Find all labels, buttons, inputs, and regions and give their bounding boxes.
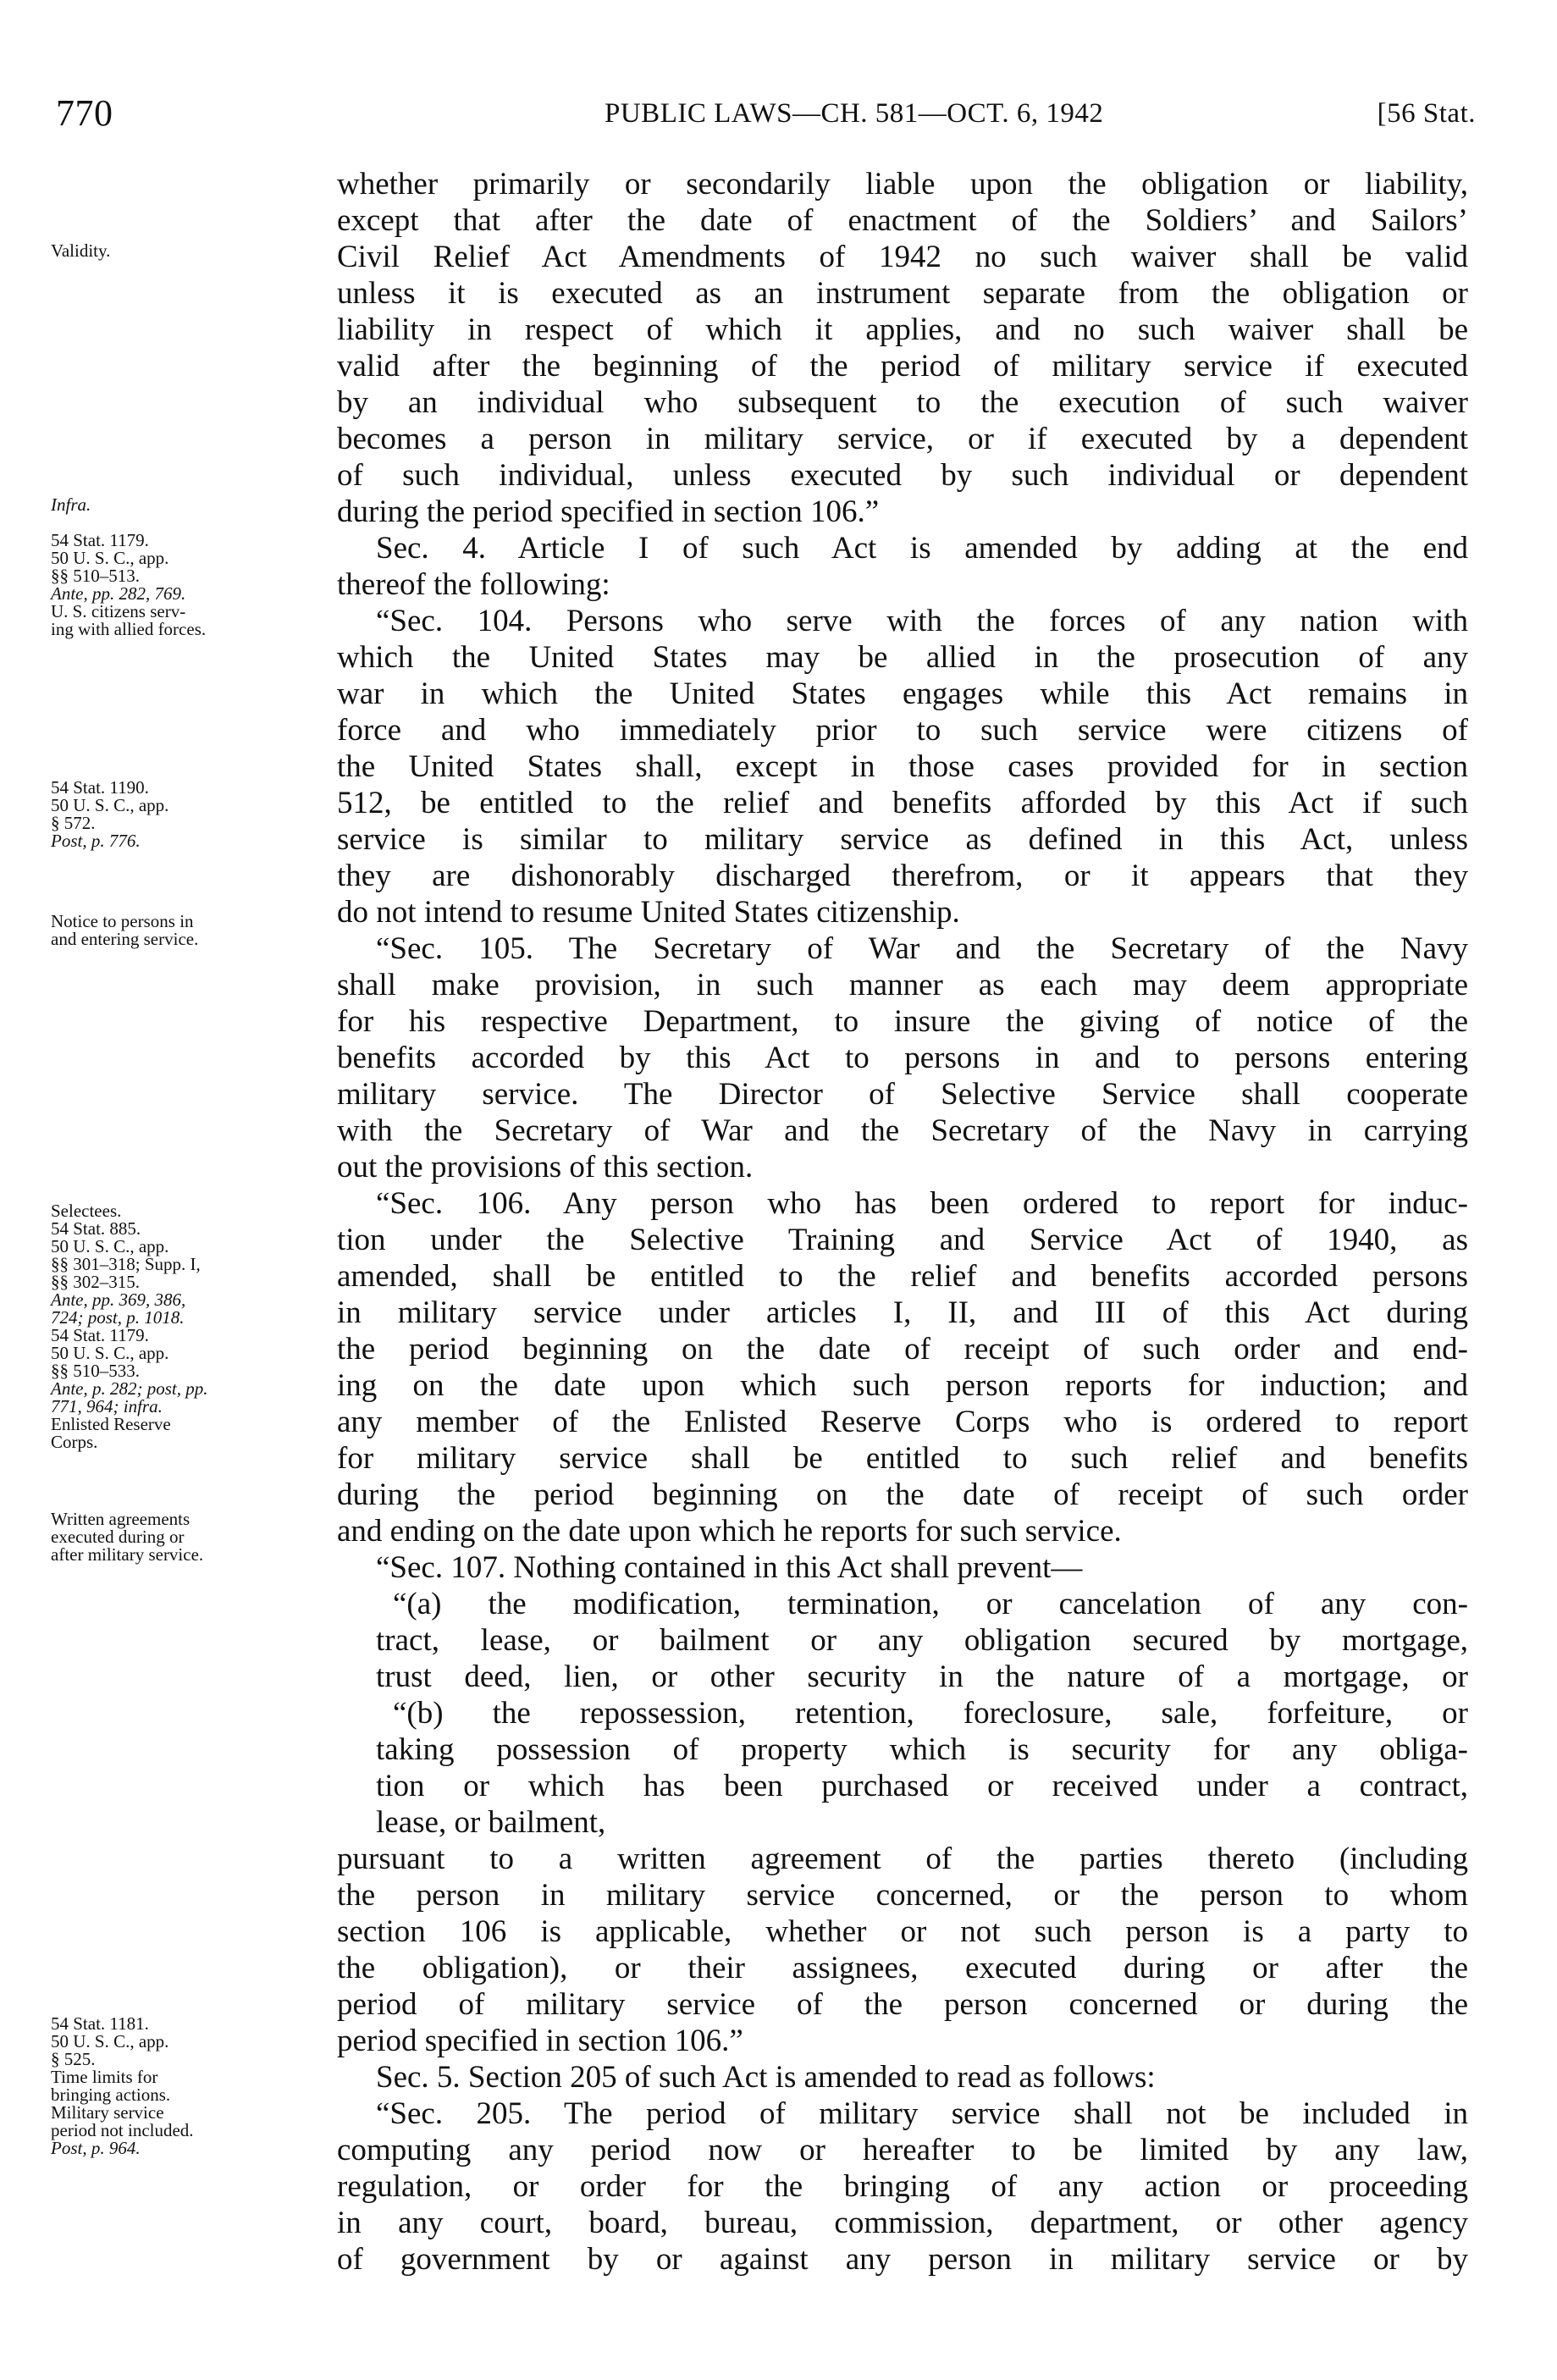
margin-note-line: Selectees. (51, 1201, 122, 1221)
body-line: tract, lease, or bailment or any obligation secured by mortgage, (376, 1623, 1468, 1658)
margin-note-line: 724; post, p. 1018. (51, 1307, 185, 1328)
body-line: they are dishonorably discharged therefrom, or it appears that they (337, 859, 1468, 893)
margin-note-line: Validity. (51, 240, 111, 261)
body-line: of such individual, unless executed by such individual or dependent (337, 458, 1468, 493)
volume-reference: [56 Stat. (1377, 98, 1476, 129)
body-line: except that after the date of enactment of the Soldiers’ and Sailors’ (337, 203, 1468, 238)
margin-note-line: after military service. (51, 1544, 204, 1565)
margin-note-line: Corps. (51, 1432, 98, 1452)
body-line: by an individual who subsequent to the execution of such waiver (337, 385, 1468, 420)
body-line: in military service under articles I, II, and III of this Act during (337, 1295, 1468, 1330)
body-line: whether primarily or secondarily liable upon the obligation or liability, (337, 167, 1468, 202)
body-line: which the United States may be allied in the prosecution of any (337, 640, 1468, 675)
margin-note-line: Ante, p. 282; post, pp. (51, 1378, 208, 1399)
margin-note-line: 54 Stat. 885. (51, 1218, 141, 1239)
body-line: becomes a person in military service, or if executed by a dependent (337, 422, 1468, 456)
body-line: do not intend to resume United States citizenship. (337, 895, 960, 930)
section-line: “Sec. 106. Any person who has been ordered to report for induc- (376, 1186, 1468, 1221)
margin-note-line: 54 Stat. 1179. (51, 530, 149, 550)
margin-note-notice (51, 913, 322, 948)
margin-note-line: § 572. (51, 813, 96, 833)
margin-note-written-agreements (51, 1510, 322, 1564)
margin-note-time-limits (51, 2015, 322, 2157)
margin-note-line: 771, 964; infra. (51, 1396, 163, 1416)
body-line: force and who immediately prior to such service were citizens of (337, 713, 1468, 748)
section-line: Sec. 5. Section 205 of such Act is amended to read as follows: (376, 2060, 1156, 2095)
margin-note-line: 54 Stat. 1190. (51, 777, 149, 798)
body-line: during the period specified in section 106.” (337, 494, 880, 529)
body-line: liability in respect of which it applies, and no such waiver shall be (337, 312, 1468, 347)
margin-note-line: §§ 510–533. (51, 1361, 140, 1381)
body-line: amended, shall be entitled to the relief and benefits accorded persons (337, 1259, 1468, 1294)
margin-note-line: Ante, pp. 282, 769. (51, 583, 186, 604)
body-line: unless it is executed as an instrument separate from the obligation or (337, 276, 1468, 311)
margin-note-line: period not included. (51, 2120, 194, 2140)
body-line: service is similar to military service as defined in this Act, unless (337, 822, 1468, 857)
clause-line: “(b) the repossession, retention, foreclosure, sale, forfeiture, or (393, 1696, 1468, 1731)
body-line: taking possession of property which is security for any obliga- (376, 1732, 1468, 1767)
margin-note-line: Enlisted Reserve (51, 1414, 171, 1434)
body-line: pursuant to a written agreement of the parties thereto (including (337, 1842, 1468, 1876)
body-line: of government by or against any person in military service or by (337, 2242, 1468, 2277)
body-line: lease, or bailment, (376, 1805, 606, 1840)
body-line: the person in military service concerned, or the person to whom (337, 1878, 1468, 1913)
body-line: war in which the United States engages while this Act remains in (337, 676, 1468, 711)
margin-note-line: 50 U. S. C., app. (51, 1236, 169, 1256)
margin-note-line: executed during or (51, 1527, 185, 1547)
body-line: 512, be entitled to the relief and benefits afforded by this Act if such (337, 786, 1468, 820)
margin-note-line: Military service (51, 2102, 164, 2123)
margin-note-line: Time limits for (51, 2067, 158, 2087)
body-line: out the provisions of this section. (337, 1150, 754, 1184)
margin-note-line: and entering service. (51, 929, 199, 949)
section-line: Sec. 4. Article I of such Act is amended by adding at the end (376, 531, 1468, 566)
body-line: during the period beginning on the date of receipt of such order (337, 1477, 1468, 1512)
body-line: the period beginning on the date of receipt of such order and end- (337, 1332, 1468, 1367)
body-line: Civil Relief Act Amendments of 1942 no such waiver shall be valid (337, 240, 1468, 274)
body-line: section 106 is applicable, whether or not such person is a party to (337, 1914, 1468, 1949)
body-line: any member of the Enlisted Reserve Corps who is ordered to report (337, 1405, 1468, 1439)
body-line: valid after the beginning of the period of military service if executed (337, 349, 1468, 384)
body-line: the United States shall, except in those cases provided for in section (337, 749, 1468, 784)
page-number: 770 (56, 92, 113, 134)
body-line: and ending on the date upon which he reports for such service. (337, 1514, 1122, 1549)
body-line: trust deed, lien, or other security in the nature of a mortgage, or (376, 1659, 1468, 1694)
margin-note-citizens-allied (51, 532, 322, 638)
margin-note-line: bringing actions. (51, 2085, 171, 2105)
margin-note-line: Post, p. 964. (51, 2138, 141, 2158)
margin-note-line: §§ 301–318; Supp. I, (51, 1254, 201, 1274)
section-line: “Sec. 107. Nothing contained in this Act shall prevent— (376, 1550, 1083, 1585)
margin-note-line: §§ 510–513. (51, 566, 140, 586)
margin-note-line: Ante, pp. 369, 386, (51, 1289, 186, 1310)
section-line: “Sec. 105. The Secretary of War and the Secretary of the Navy (376, 931, 1468, 966)
body-line: tion or which has been purchased or received under a contract, (376, 1769, 1468, 1803)
margin-note-line: §§ 302–315. (51, 1272, 140, 1292)
margin-note-line: Notice to persons in (51, 911, 194, 931)
margin-note-line: 50 U. S. C., app. (51, 1343, 169, 1363)
margin-note-validity (51, 242, 322, 260)
margin-note-line: 50 U. S. C., app. (51, 795, 169, 815)
body-line: benefits accorded by this Act to persons in and to persons entering (337, 1041, 1468, 1075)
margin-note-line: Written agreements (51, 1509, 190, 1529)
body-line: in any court, board, bureau, commission, department, or other agency (337, 2206, 1468, 2240)
body-line: military service. The Director of Selective Service shall cooperate (337, 1077, 1468, 1112)
running-head: PUBLIC LAWS—CH. 581—OCT. 6, 1942 (605, 98, 1104, 129)
margin-note-line: 50 U. S. C., app. (51, 548, 169, 568)
statute-body (337, 166, 1468, 2278)
margin-note-line: ing with allied forces. (51, 619, 207, 639)
body-line: shall make provision, in such manner as each may deem appropriate (337, 968, 1468, 1002)
margin-note-infra (51, 496, 322, 514)
margin-note-selectees (51, 1202, 322, 1451)
body-line: regulation, or order for the bringing of any action or proceeding (337, 2169, 1468, 2204)
body-line: thereof the following: (337, 567, 610, 602)
section-line: “Sec. 205. The period of military service shall not be included in (376, 2096, 1468, 2131)
section-line: “Sec. 104. Persons who serve with the forces of any nation with (376, 604, 1468, 638)
body-line: period of military service of the person concerned or during the (337, 1987, 1468, 2022)
margin-note-line: Post, p. 776. (51, 831, 141, 851)
margin-note-stat-1190 (51, 779, 322, 850)
margin-note-line: 50 U. S. C., app. (51, 2031, 169, 2051)
margin-note-line: Infra. (51, 494, 91, 515)
body-line: tion under the Selective Training and Service Act of 1940, as (337, 1223, 1468, 1257)
body-line: period specified in section 106.” (337, 2024, 743, 2058)
body-line: for military service shall be entitled to such relief and benefits (337, 1441, 1468, 1476)
body-line: computing any period now or hereafter to be limited by any law, (337, 2133, 1468, 2167)
margin-note-line: 54 Stat. 1179. (51, 1325, 149, 1345)
margin-note-line: § 525. (51, 2049, 96, 2069)
body-line: with the Secretary of War and the Secretary of the Navy in carrying (337, 1113, 1468, 1148)
margin-note-line: 54 Stat. 1181. (51, 2013, 149, 2034)
body-line: for his respective Department, to insure the giving of notice of the (337, 1004, 1468, 1039)
body-line: the obligation), or their assignees, executed during or after the (337, 1951, 1468, 1985)
body-line: ing on the date upon which such person reports for induction; and (337, 1368, 1468, 1403)
clause-line: “(a) the modification, termination, or cancelation of any con- (393, 1587, 1468, 1621)
margin-note-line: U. S. citizens serv- (51, 601, 186, 621)
